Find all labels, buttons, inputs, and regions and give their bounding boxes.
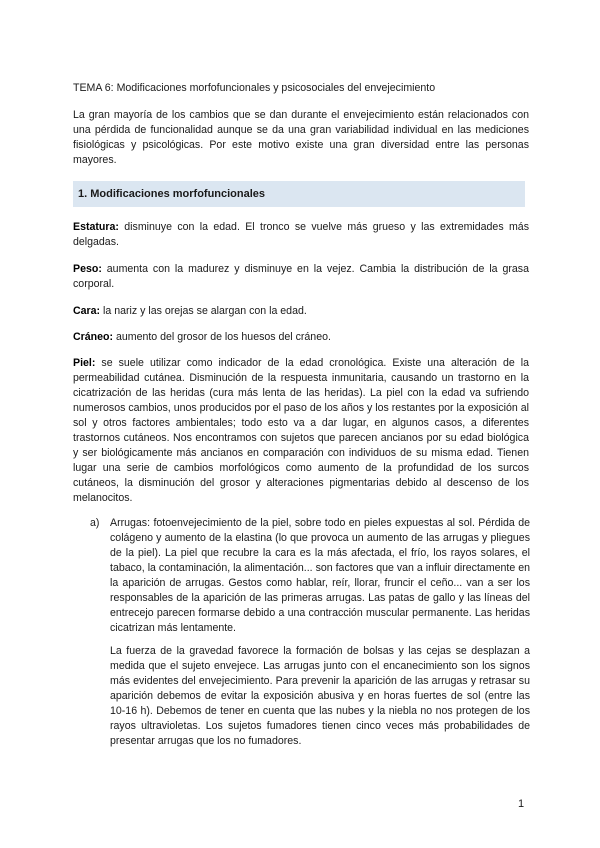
text-peso: aumenta con la madurez y disminuye en la vejez. Cambia la distribución de la grasa corporal. bbox=[73, 263, 529, 290]
term-cara: Cara: bbox=[73, 305, 101, 317]
paragraph-piel bbox=[73, 356, 529, 506]
list-item-continuation: La fuerza de la gravedad favorece la formación de bolsas y las cejas se desplazan a medida que el sujeto envejece. Las arrugas junto con el encanecimiento son los signos más evidentes del envejecimiento. Para prevenir la aparición de las arrugas y retrasar su aparición debemos de evitar la exposición abusiva y en horas fuertes de sol (entre las 10-16 h). Debemos de tener en cuenta que las nubes y la niebla no nos protegen de los rayos ultravioletas. Los sujetos fumadores tienen cinco veces más probabilidades de presentar arrugas que los no fumadores. bbox=[110, 645, 530, 747]
text-piel: se suele utilizar como indicador de la edad cronológica. Existe una alteración de la permeabilidad cutánea. Disminución de la respuesta inmunitaria, causando un trastorno en la cicatrización de las heridas (cura más lenta de las heridas). La piel con la edad va sufriendo numerosos cambios, unos producidos por el paso de los años y los restantes por la exposición al sol y otros factores ambientales; todo esto va a dar lugar, en algunos casos, a diferentes trastornos cutáneos. Nos encontramos con sujetos que parecen ancianos por su edad biológica y ser biológicamente más ancianos en comparación con individuos de su misma edad. Tienen lugar una serie de cambios morfológicos como aumento de la profundidad de los surcos cutáneos, la disminución del grosor y alteraciones pigmentarias debido al descenso de los melanocitos. bbox=[73, 357, 529, 504]
paragraph-peso bbox=[73, 262, 529, 292]
paragraph-craneo bbox=[73, 330, 529, 345]
text-estatura: disminuye con la edad. El tronco se vuelve más grueso y las extremidades más delgadas. bbox=[73, 221, 529, 248]
text-craneo: aumento del grosor de los huesos del cráneo. bbox=[113, 331, 331, 343]
list-item-arrugas bbox=[90, 516, 530, 636]
list-marker: a) bbox=[90, 517, 100, 529]
section-heading: 1. Modificaciones morfofuncionales bbox=[73, 181, 525, 207]
term-peso: Peso: bbox=[73, 263, 102, 275]
page-number: 1 bbox=[518, 798, 525, 810]
term-craneo: Cráneo: bbox=[73, 331, 114, 343]
list-item-text: Arrugas: fotoenvejecimiento de la piel, sobre todo en pieles expuestas al sol. Pérdida de colágeno y aumento de la elastina (lo que provoca un aumento de las arrugas y pliegues de la piel). La piel que recubre la cara es la más afectada, el frío, los rayos solares, el tabaco, la contaminación, la alimentación... son factores que van a influir directamente en la aparición de arrugas. Gestos como hablar, reír, llorar, fruncir el ceño... van a ser los responsables de la aparición de las primeras arrugas. Las patas de gallo y las líneas del entrecejo parecen formarse debido a una contracción muscular permanente. Las heridas cicatrizan más lentamente. bbox=[110, 517, 530, 634]
intro-paragraph: La gran mayoría de los cambios que se dan durante el envejecimiento están relacionados con una pérdida de funcionalidad aunque se da una gran variabilidad individual en las mediciones fisiológicas y psicológicas. Por este motivo existe una gran diversidad entre las personas mayores. bbox=[73, 109, 529, 166]
term-piel: Piel: bbox=[73, 357, 96, 369]
term-estatura: Estatura: bbox=[73, 221, 119, 233]
paragraph-cara bbox=[73, 304, 529, 319]
text-cara: la nariz y las orejas se alargan con la edad. bbox=[100, 305, 307, 317]
document-title: TEMA 6: Modificaciones morfofuncionales y psicosociales del envejecimiento bbox=[73, 82, 436, 94]
paragraph-estatura bbox=[73, 220, 529, 250]
